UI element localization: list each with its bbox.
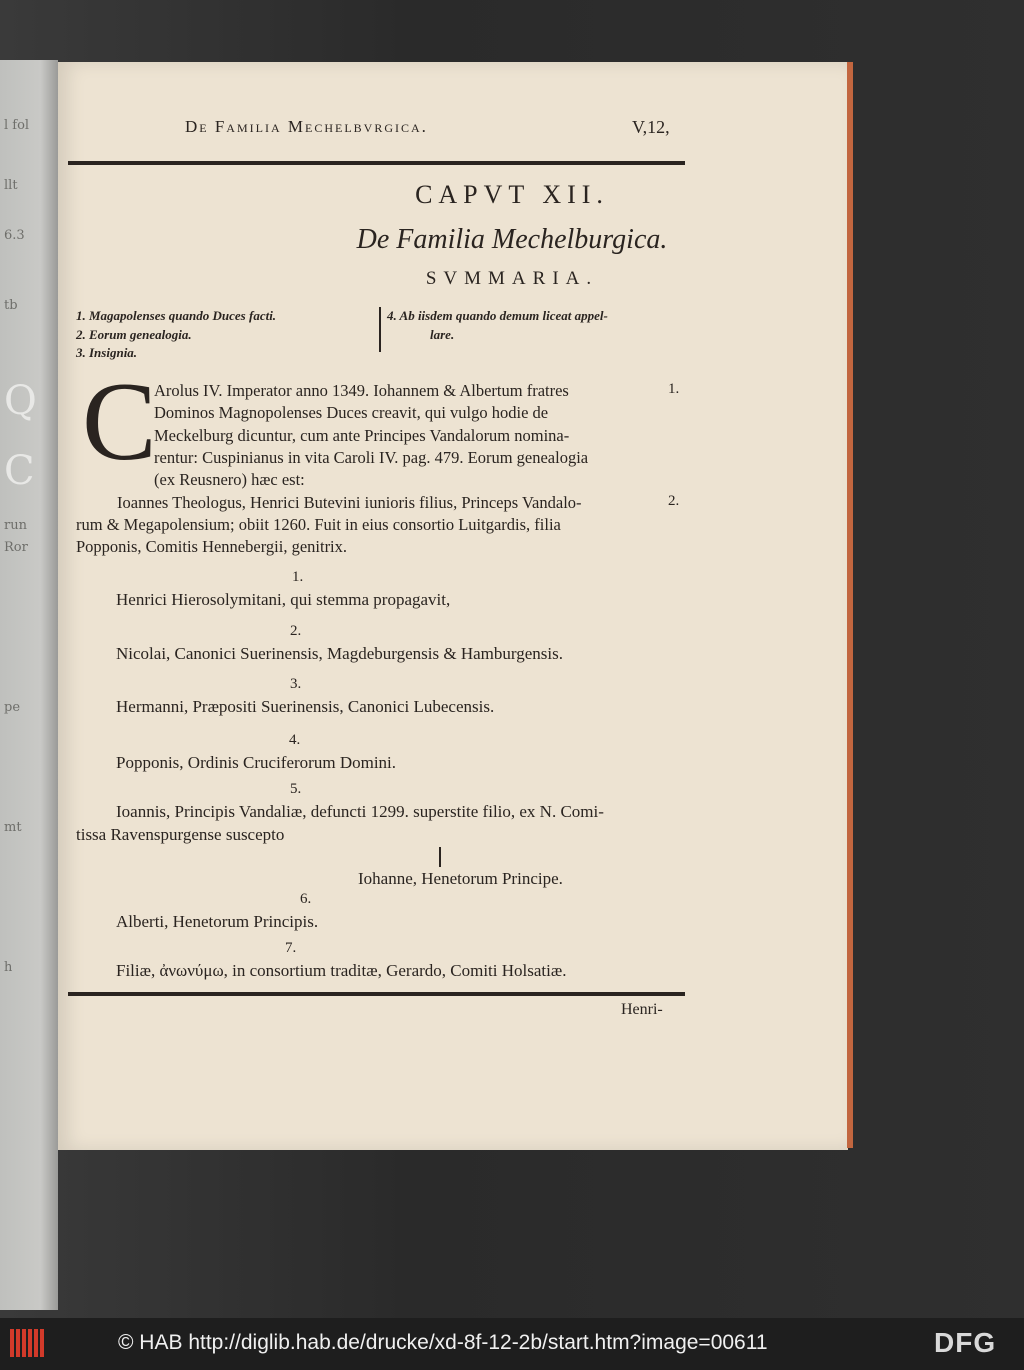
genealogy-entry: Filiæ, ἀνωνύμω, in consortium traditæ, Gerardo, Comiti Holsatiæ. <box>116 961 567 980</box>
summary-item: 3. Insignia. <box>76 345 138 360</box>
body-line: Ioannes Theologus, Henrici Butevini iunioris filius, Princeps Vandalo- <box>117 493 582 512</box>
genealogy-entry: Henrici Hierosolymitani, qui stemma propagavit, <box>116 590 451 609</box>
genealogy-entry: Iohanne, Henetorum Principe. <box>358 869 563 888</box>
left-page-fragment: Q <box>4 378 37 424</box>
chapter-heading: CAPVT XII. <box>415 180 609 209</box>
genealogy-number: 6. <box>300 891 312 907</box>
body-line: (ex Reusnero) hæc est: <box>154 470 305 489</box>
genealogy-entry: Popponis, Ordinis Cruciferorum Domini. <box>116 753 397 772</box>
dfg-logo: DFG <box>934 1327 997 1358</box>
body-line: Popponis, Comitis Hennebergii, genitrix. <box>76 537 348 556</box>
drop-cap: C <box>82 360 157 484</box>
body-line: Meckelburg dicuntur, cum ante Principes Vandalorum nomina- <box>154 426 570 445</box>
page-number: V,12, <box>632 117 670 137</box>
catchword: Henri- <box>621 1001 663 1018</box>
copyright-credit[interactable]: © HAB http://diglib.hab.de/drucke/xd-8f-12-2b/start.htm?image=00611 <box>118 1331 768 1354</box>
footer-rule <box>68 992 685 996</box>
body-line: Dominos Magnopolenses Duces creavit, qui vulgo hodie de <box>154 403 549 422</box>
left-page-fragment: run <box>4 518 27 533</box>
genealogy-number: 4. <box>289 732 301 748</box>
body-line: rentur: Cuspinianus in vita Caroli IV. pag. 479. Eorum genealogia <box>154 448 589 467</box>
summary-divider <box>379 307 381 352</box>
running-head: De Familia Mechelbvrgica. <box>185 117 428 136</box>
chapter-subtitle: De Familia Mechelburgica. <box>356 224 668 255</box>
left-page-fragment: h <box>4 960 13 975</box>
genealogy-entry: Nicolai, Canonici Suerinensis, Magdeburgensis & Hamburgensis. <box>116 644 563 663</box>
body-line: rum & Megapolensium; obiit 1260. Fuit in eius consortio Luitgardis, filia <box>76 515 561 534</box>
summary-item: 1. Magapolenses quando Duces facti. <box>76 308 277 323</box>
left-page-fragment: mt <box>4 820 22 835</box>
genealogy-number: 3. <box>290 676 302 692</box>
lineage-connector <box>439 847 441 867</box>
genealogy-entry-continuation: tissa Ravenspurgense suscepto <box>76 825 285 844</box>
genealogy-entry: Ioannis, Principis Vandaliæ, defuncti 1299. superstite filio, ex N. Comi- <box>116 802 604 821</box>
genealogy-number: 1. <box>292 569 304 585</box>
genealogy-number: 5. <box>290 781 302 797</box>
summary-item: 4. Ab iisdem quando demum liceat appel- <box>387 308 608 323</box>
left-page-fragment: llt <box>4 178 18 193</box>
left-page-fragment: l fol <box>4 118 30 133</box>
left-page-fragment: pe <box>4 700 21 715</box>
left-page-fragment: 6.3 <box>4 228 25 243</box>
left-page-fragment: Ror <box>4 540 28 555</box>
summaria-heading: SVMMARIA. <box>425 268 599 289</box>
margin-number: 2. <box>668 493 680 509</box>
header-rule <box>68 161 685 165</box>
summary-item: 2. Eorum genealogia. <box>76 327 192 342</box>
body-line: Arolus IV. Imperator anno 1349. Iohannem & Albertum fratres <box>154 381 569 400</box>
margin-number: 1. <box>668 381 680 397</box>
hab-logo-icon <box>10 1329 48 1357</box>
genealogy-entry: Alberti, Henetorum Principis. <box>116 912 319 931</box>
summary-item: lare. <box>430 327 455 342</box>
left-page-fragment: tb <box>4 298 18 313</box>
left-page-fragment: C <box>4 448 35 494</box>
viewer-footer <box>0 1318 1024 1370</box>
genealogy-entry: Hermanni, Præpositi Suerinensis, Canonici Lubecensis. <box>116 697 495 716</box>
genealogy-number: 7. <box>285 940 297 956</box>
genealogy-number: 2. <box>290 623 302 639</box>
